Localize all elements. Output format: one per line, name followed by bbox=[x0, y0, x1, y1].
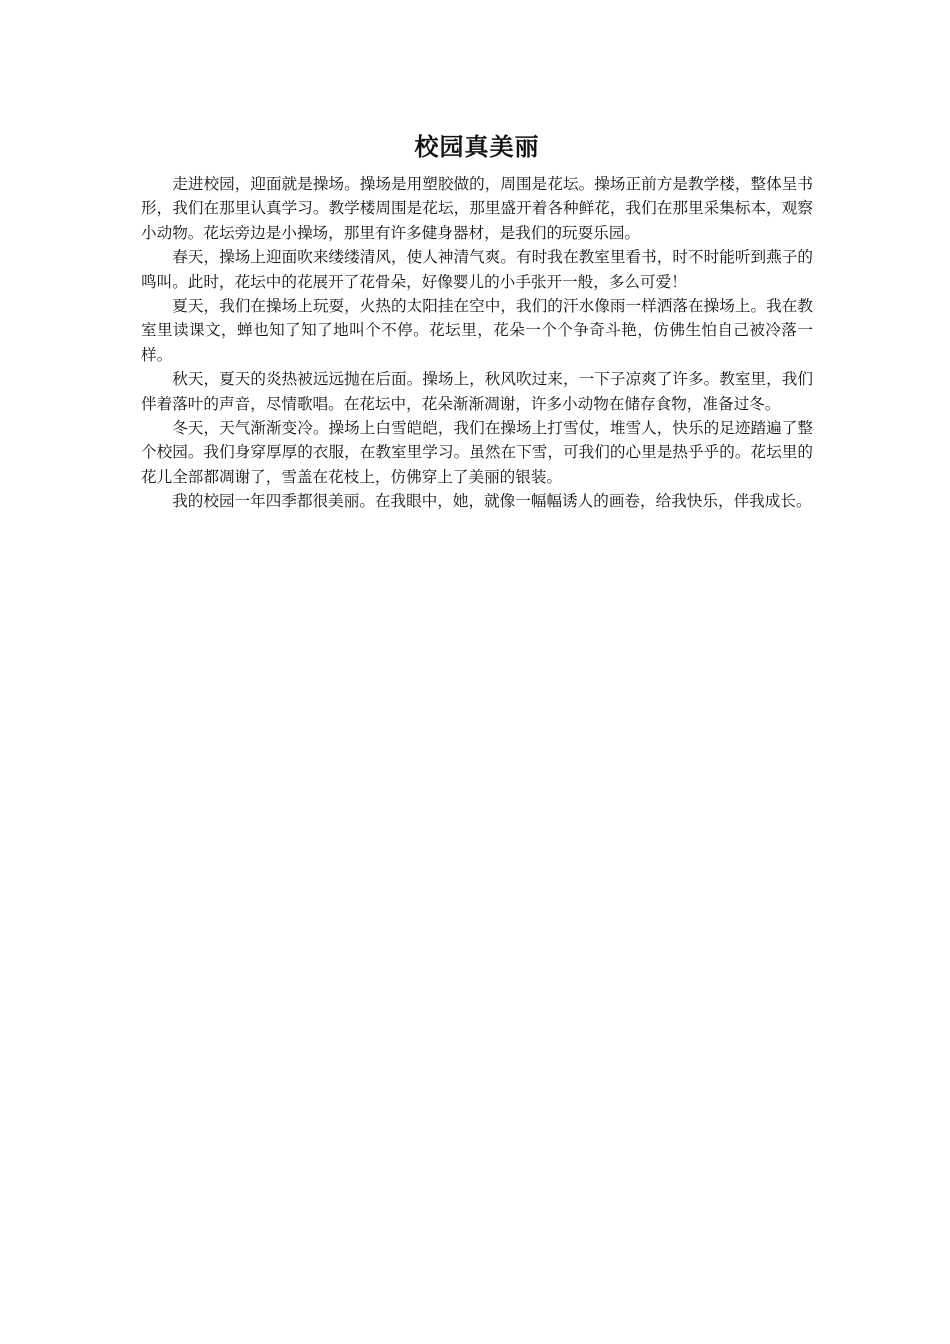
document-title: 校园真美丽 bbox=[414, 133, 540, 161]
paragraph-3: 夏天，我们在操场上玩耍，火热的太阳挂在空中，我们的汗水像雨一样洒落在操场上。我在教室里读课文，蝉也知了知了地叫个不停。花坛里，花朵一个个争奇斗艳，仿佛生怕自己被冷落一样。 bbox=[141, 297, 813, 364]
paragraph-2: 春天，操场上迎面吹来缕缕清风，使人神清气爽。有时我在教室里看书，时不时能听到燕子的鸣叫。此时，花坛中的花展开了花骨朵，好像婴儿的小手张开一般，多么可爱！ bbox=[141, 248, 813, 291]
paragraph-6: 我的校园一年四季都很美丽。在我眼中，她，就像一幅幅诱人的画卷，给我快乐，伴我成长。 bbox=[172, 492, 812, 511]
paragraph-1: 走进校园，迎面就是操场。操场是用塑胶做的，周围是花坛。操场正前方是教学楼，整体呈书形，我们在那里认真学习。教学楼周围是花坛，那里盛开着各种鲜花，我们在那里采集标本，观察小动物。花坛旁边是小操场，那里有许多健身器材，是我们的玩耍乐园。 bbox=[141, 175, 813, 242]
paragraph-4: 秋天，夏天的炎热被远远抛在后面。操场上，秋风吹过来，一下子凉爽了许多。教室里，我们伴着落叶的声音，尽情歌唱。在花坛中，花朵渐渐凋谢，许多小动物在储存食物，准备过冬。 bbox=[141, 370, 813, 413]
document-body bbox=[141, 130, 813, 514]
paragraph-5: 冬天，天气渐渐变冷。操场上白雪皑皑，我们在操场上打雪仗，堆雪人，快乐的足迹踏遍了整个校园。我们身穿厚厚的衣服，在教室里学习。虽然在下雪，可我们的心里是热乎乎的。花坛里的花儿全部都凋谢了，雪盖在花枝上，仿佛穿上了美丽的银装。 bbox=[141, 419, 813, 486]
